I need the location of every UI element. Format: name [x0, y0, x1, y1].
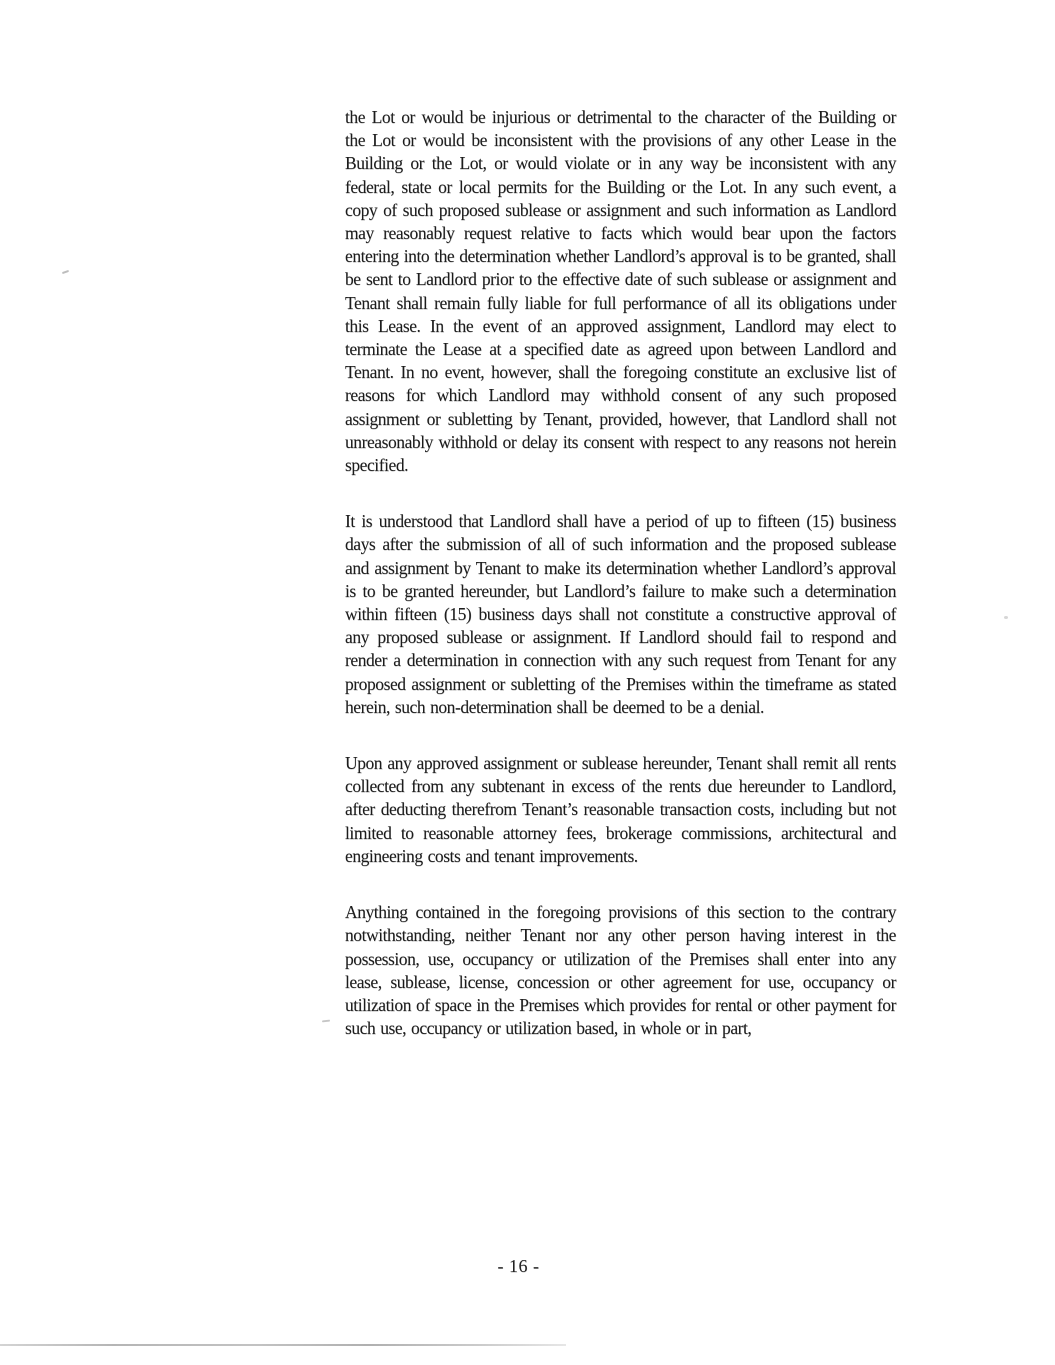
scan-speck — [1004, 616, 1008, 619]
paragraph-occupancy-restriction: Anything contained in the foregoing provisions of this section to the contrary notwithstanding, neither Tenant nor any other person having interest in the possession, use, occupancy or utilization of the Premises shall enter into any lease, sublease, license, concession or other agreement for use, occupancy or utilization of space in the Premises which provides for rental or other payment for such use, occupancy or utilization based, in whole or in part, — [345, 902, 896, 1039]
scan-speck — [62, 270, 69, 274]
scan-speck — [322, 1020, 330, 1023]
scan-edge-line — [0, 1344, 566, 1346]
paragraph-sublease-consent: the Lot or would be injurious or detrimental to the character of the Building or the Lot or would be inconsistent with the provisions of any other Lease in the Building or the Lot, or would violate or in any way be inconsistent with any federal, state or local permits for the Building or the Lot. In any such event, a copy of such proposed sublease or assignment and such information as Landlord may reasonably request relative to facts which would bear upon the factors entering into the determination whether Landlord’s approval is to be granted, shall be sent to Landlord prior to the effective date of such sublease or assignment and Tenant shall remain fully liable for full performance of all its obligations under this Lease. In the event of an approved assignment, Landlord may elect to terminate the Lease at a specified date as agreed upon between Landlord and Tenant. In no event, however, shall the foregoing constitute an exclusive list of reasons for which Landlord may withhold consent of any such proposed assignment or subletting by Tenant, provided, however, that Landlord shall not unreasonably withhold or delay its consent with respect to any reasons not herein specified. — [345, 107, 896, 476]
paragraph-rent-remittance: Upon any approved assignment or sublease hereunder, Tenant shall remit all rents collected from any subtenant in excess of the rents due hereunder to Landlord, after deducting therefrom Tenant’s reasonable transaction costs, including but not limited to reasonable attorney fees, brokerage commissions, architectural and engineering costs and tenant improvements. — [345, 753, 896, 866]
paragraph-fifteen-day-determination: It is understood that Landlord shall have a period of up to fifteen (15) business days after the submission of all of such information and the proposed sublease and assignment by Tenant to make its determination whether Landlord’s approval is to be granted hereunder, but Landlord’s failure to make such a determination within fifteen (15) business days shall not constitute a constructive approval of any proposed sublease or assignment. If Landlord should fail to respond and render a determination in connection with any such request from Tenant for any proposed assignment or subletting of the Premises within the timeframe as stated herein, such non-determination shall be deemed to be a denial. — [345, 511, 896, 717]
lease-body-text — [345, 106, 896, 1040]
page-number: - 16 - — [497, 1256, 540, 1276]
